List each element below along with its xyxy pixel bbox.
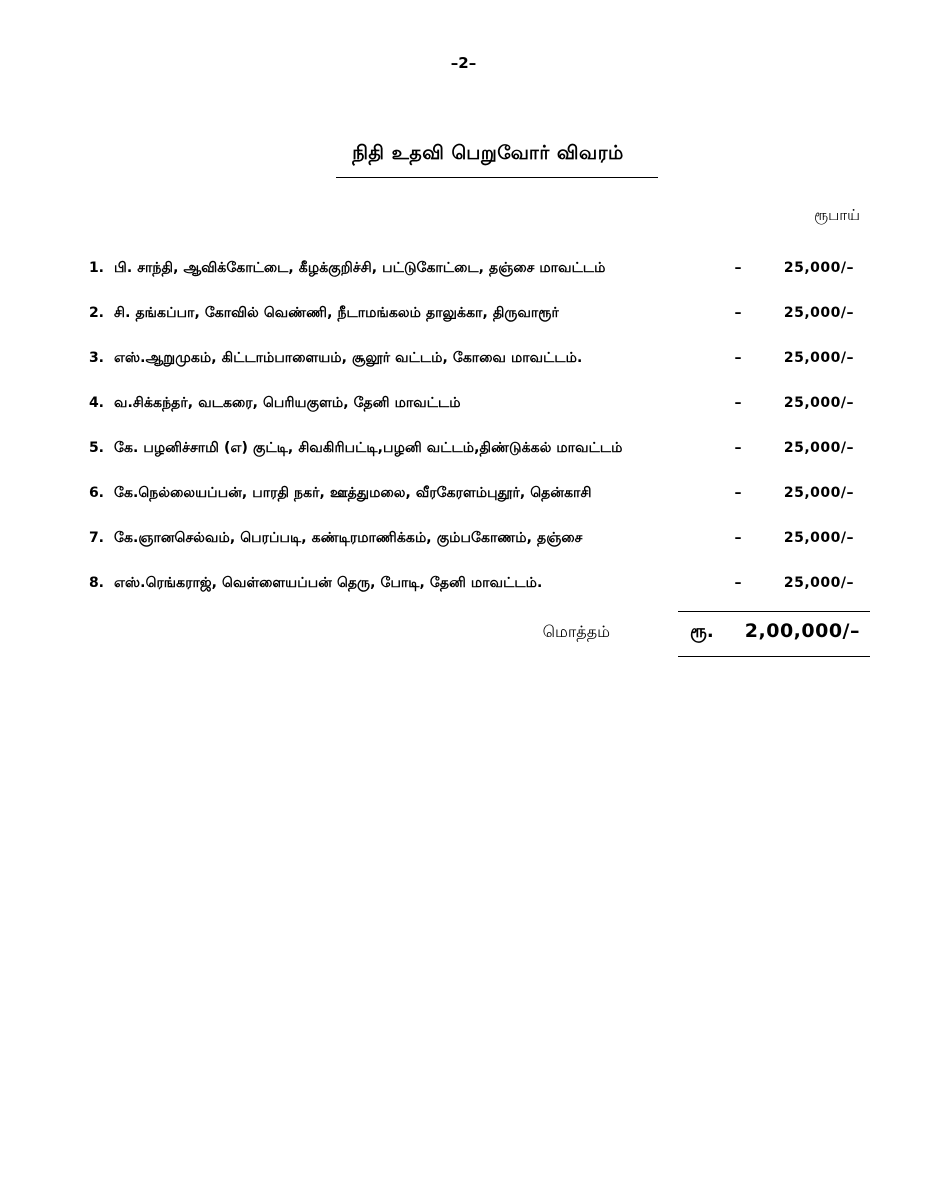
beneficiary-details: எஸ்.ரெங்கராஜ், வெள்ளையப்பன் தெரு, போடி, தேனி மாவட்டம்.	[114, 575, 543, 591]
beneficiary-details: கே.நெல்லையப்பன், பாரதி நகர், ஊத்துமலை, வீரகேரளம்புதூர், தென்காசி	[114, 485, 592, 501]
list-item	[0, 575, 927, 599]
separator-dash: –	[734, 575, 742, 591]
item-number: 5.	[88, 440, 104, 456]
item-amount: 25,000/–	[783, 530, 854, 546]
item-number: 6.	[88, 485, 104, 501]
item-amount: 25,000/–	[783, 260, 854, 276]
separator-dash: –	[734, 350, 742, 366]
beneficiary-details: பி. சாந்தி, ஆவிக்கோட்டை, கீழக்குறிச்சி, பட்டுகோட்டை, தஞ்சை மாவட்டம்	[114, 260, 606, 276]
list-item	[0, 530, 927, 554]
beneficiary-details: கே.ஞானசெல்வம், பெரப்படி, கண்டிரமாணிக்கம், கும்பகோணம், தஞ்சை	[114, 530, 583, 546]
separator-dash: –	[734, 440, 742, 456]
beneficiary-details: சி. தங்கப்பா, கோவில் வெண்ணி, நீடாமங்கலம் தாலுக்கா, திருவாரூர்	[114, 305, 559, 321]
list-item	[0, 440, 927, 464]
item-number: 1.	[88, 260, 104, 276]
item-number: 3.	[88, 350, 104, 366]
separator-dash: –	[734, 485, 742, 501]
item-amount: 25,000/–	[783, 575, 854, 591]
beneficiary-details: கே. பழனிச்சாமி (எ) குட்டி, சிவகிரிபட்டி,பழனி வட்டம்,திண்டுக்கல் மாவட்டம்	[114, 440, 623, 456]
list-item	[0, 350, 927, 374]
separator-dash: –	[734, 530, 742, 546]
item-amount: 25,000/–	[783, 395, 854, 411]
item-amount: 25,000/–	[783, 305, 854, 321]
item-amount: 25,000/–	[783, 485, 854, 501]
total-label: மொத்தம்	[542, 622, 610, 641]
item-number: 2.	[88, 305, 104, 321]
separator-dash: –	[734, 305, 742, 321]
separator-dash: –	[734, 395, 742, 411]
item-number: 8.	[88, 575, 104, 591]
unit-header: ரூபாய்	[814, 206, 860, 224]
list-item	[0, 395, 927, 419]
title-underline	[336, 177, 658, 178]
beneficiary-details: எஸ்.ஆறுமுகம், கிட்டாம்பாளையம், சூலூர் வட்டம், கோவை மாவட்டம்.	[114, 350, 583, 366]
document-title: நிதி உதவி பெறுவோர் விவரம்	[352, 142, 624, 164]
list-item	[0, 260, 927, 284]
total-bottom-rule	[678, 656, 870, 657]
total-top-rule	[678, 611, 870, 612]
total-currency: ரூ.	[690, 621, 714, 642]
list-item	[0, 305, 927, 329]
page-number: –2–	[450, 54, 477, 72]
list-item	[0, 485, 927, 509]
item-number: 4.	[88, 395, 104, 411]
separator-dash: –	[734, 260, 742, 276]
item-amount: 25,000/–	[783, 350, 854, 366]
total-amount: 2,00,000/–	[744, 620, 860, 642]
item-amount: 25,000/–	[783, 440, 854, 456]
item-number: 7.	[88, 530, 104, 546]
beneficiary-details: வ.சிக்கந்தர், வடகரை, பெரியகுளம், தேனி மாவட்டம்	[114, 395, 461, 411]
